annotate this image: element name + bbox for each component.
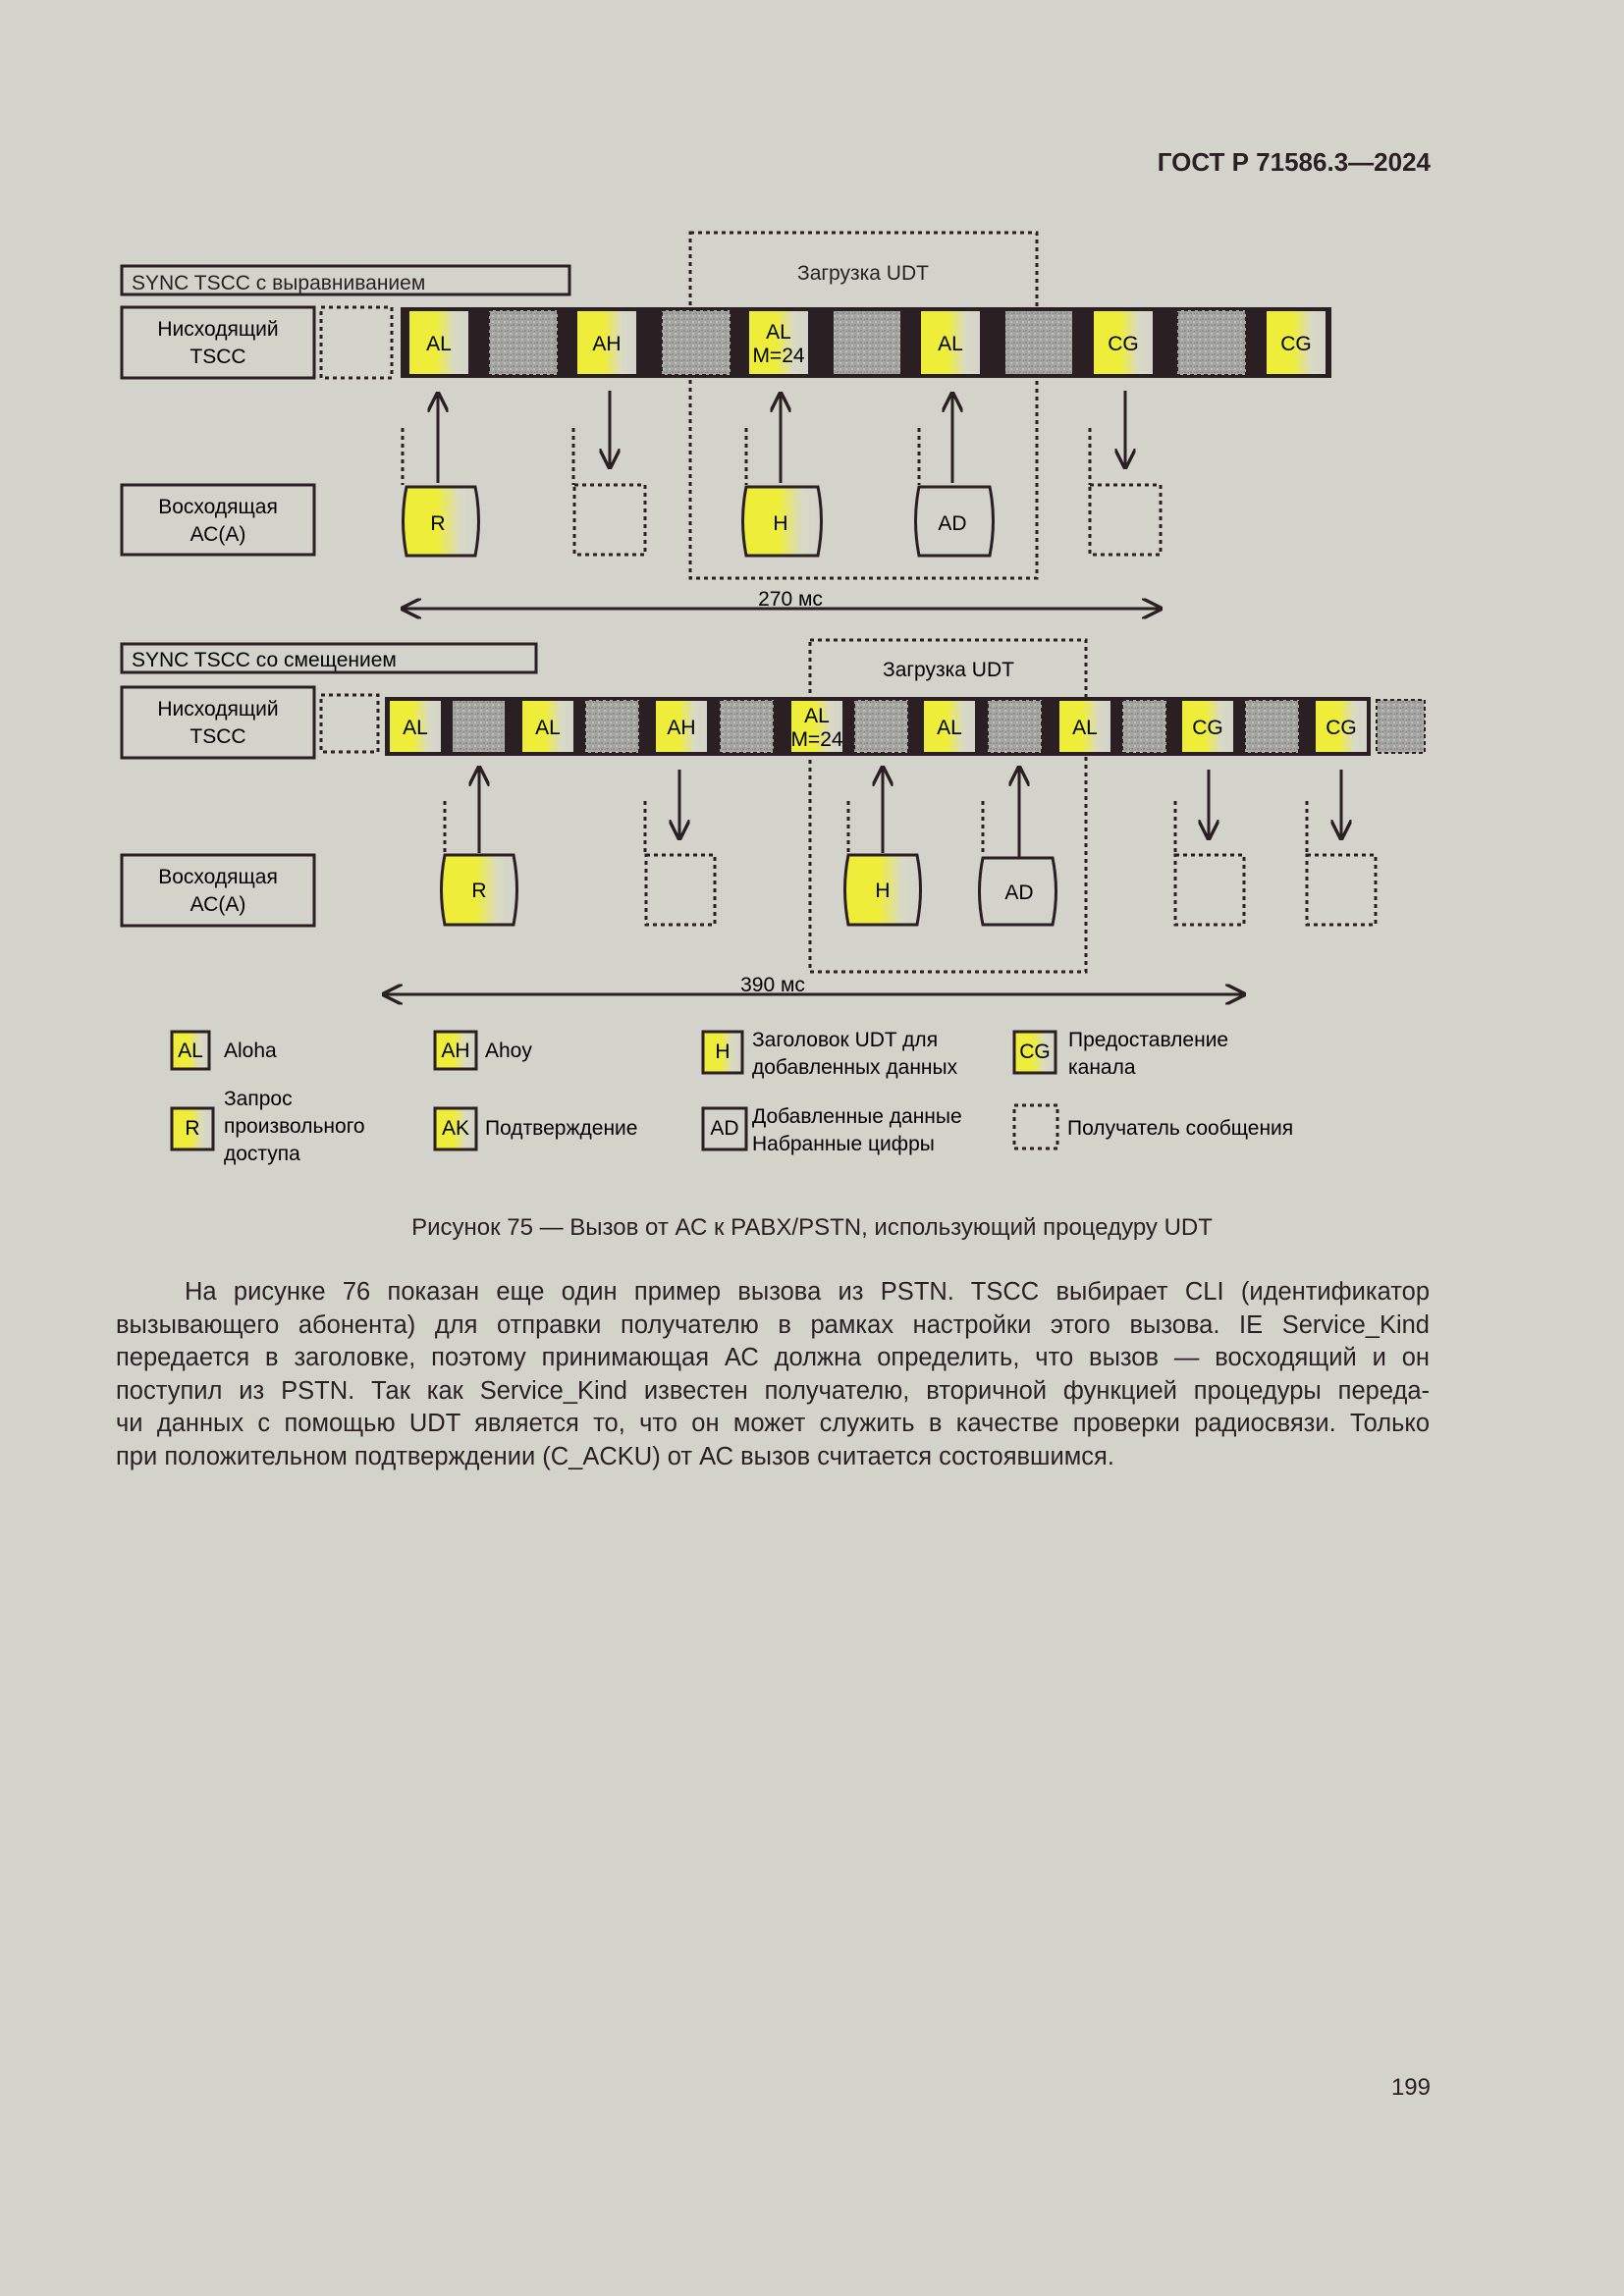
- legend-aloha: [172, 1032, 277, 1069]
- tscc-slot: [576, 310, 637, 375]
- slot-label: AL: [804, 705, 830, 727]
- paragraph-line: вызывающего абонента) для отправки получателю в рамках настройки этого вызова. IE Service_Kind: [116, 1310, 1430, 1339]
- diagram2-udt-label: Загрузка UDT: [883, 659, 1014, 681]
- svg-text:Предоставление: Предоставление: [1068, 1029, 1229, 1051]
- slot-label: AL: [1072, 717, 1098, 739]
- tscc-slot: [408, 310, 469, 375]
- slot-label: AL: [766, 321, 791, 344]
- diagram1-uplink-label-2: АС(А): [189, 523, 246, 546]
- diagram2-downlink-label-2: TSCC: [189, 725, 246, 748]
- diagram-offset: [122, 640, 1425, 996]
- random-access-slot: [1245, 700, 1299, 753]
- paragraph-line: На рисунке 76 показан еще один пример вызова из PSTN. TSCC выбирает CLI (идентификатор: [185, 1278, 1430, 1306]
- legend-message-recipient: [1014, 1105, 1293, 1148]
- legend-acknowledgement: [435, 1108, 637, 1149]
- diagram1-empty-slot: [321, 307, 392, 378]
- random-access-slot: [1122, 700, 1166, 753]
- tscc-slot: [790, 700, 843, 753]
- tscc-slot: [521, 700, 574, 753]
- diagram2-uplink-h: [845, 855, 921, 925]
- diagram2-uplink-r-label: R: [471, 880, 487, 902]
- slot-label: AL: [426, 333, 452, 355]
- svg-text:AD: AD: [710, 1117, 739, 1140]
- legend-ahoy: [435, 1032, 532, 1069]
- diagram2-recipient-box: [1175, 855, 1244, 925]
- diagram2-downlink-label-1: Нисходящий: [157, 698, 279, 721]
- diagram1-uplink-ad-label: AD: [938, 512, 967, 535]
- tscc-slot: [748, 310, 809, 375]
- svg-text:R: R: [185, 1117, 200, 1140]
- svg-text:Набранные цифры: Набранные цифры: [752, 1133, 935, 1155]
- svg-text:Подтверждение: Подтверждение: [485, 1117, 638, 1140]
- diagram2-uplink-ad-label: AD: [1004, 881, 1034, 904]
- tscc-slot: [389, 700, 442, 753]
- paragraph-line: поступил из PSTN. Так как Service_Kind известен получателю, вторичной функцией процедуры переда-: [116, 1376, 1430, 1405]
- random-access-slot: [854, 700, 908, 753]
- slot-label: CG: [1326, 717, 1357, 739]
- paragraph-line: при положительном подтверждении (C_ACKU) от АС вызов считается состоявшимся.: [116, 1442, 1114, 1470]
- svg-text:доступа: доступа: [224, 1143, 300, 1165]
- diagram1-recipient-box: [1090, 485, 1161, 555]
- diagram1-tscc-strip: [401, 307, 1331, 378]
- slot-sublabel: M=24: [790, 728, 843, 751]
- tscc-slot: [1058, 700, 1111, 753]
- random-access-slot: [489, 310, 558, 375]
- diagram2-uplink-h-label: H: [875, 880, 891, 902]
- legend-random-access: [172, 1088, 365, 1165]
- diagram1-uplink-r: [404, 487, 479, 556]
- diagram2-uplink-r: [442, 855, 517, 925]
- svg-text:AH: AH: [441, 1040, 470, 1062]
- svg-text:Заголовок UDT для: Заголовок UDT для: [752, 1029, 939, 1051]
- legend: [172, 1029, 1293, 1165]
- svg-text:Ahoy: Ahoy: [485, 1040, 532, 1062]
- random-access-slot: [720, 700, 774, 753]
- diagram1-uplink-h: [743, 487, 822, 556]
- diagram1-uplink-r-label: R: [430, 512, 446, 535]
- slot-label: AL: [937, 717, 962, 739]
- slot-label: AL: [535, 717, 561, 739]
- diagram-aligned: [122, 233, 1331, 611]
- svg-text:канала: канала: [1068, 1056, 1136, 1079]
- paragraph-line: передается в заголовке, поэтому принимающая АС должна определить, что вызов — восходящий и он: [116, 1344, 1430, 1371]
- diagram1-uplink-h-label: H: [773, 512, 788, 535]
- diagram2-uplink-label-1: Восходящая: [158, 866, 278, 888]
- diagram1-uplink-ad: [916, 487, 994, 556]
- diagram2-uplink-label-2: АС(А): [189, 893, 246, 916]
- page-number: 199: [1390, 2074, 1431, 2101]
- svg-text:AL: AL: [178, 1040, 203, 1062]
- svg-text:произвольного: произвольного: [224, 1115, 365, 1138]
- diagram1-downlink-label-2: TSCC: [189, 346, 246, 368]
- random-access-slot: [585, 700, 639, 753]
- random-access-slot: [1177, 310, 1246, 375]
- tscc-slot: [1093, 310, 1154, 375]
- tscc-slot: [1266, 310, 1326, 375]
- diagram2-uplink-ad: [980, 858, 1056, 925]
- svg-text:добавленных данных: добавленных данных: [752, 1056, 958, 1079]
- slot-label: AL: [403, 717, 428, 739]
- slot-label: CG: [1108, 333, 1139, 355]
- random-access-slot: [833, 310, 901, 375]
- tscc-slot: [655, 700, 708, 753]
- slot-label: AH: [592, 333, 622, 355]
- legend-channel-grant: [1014, 1029, 1228, 1079]
- slot-label: CG: [1192, 717, 1223, 739]
- diagram2-recipient-box: [646, 855, 715, 925]
- random-access-slot: [1377, 700, 1425, 753]
- tscc-slot: [1315, 700, 1368, 753]
- slot-sublabel: M=24: [752, 345, 805, 367]
- svg-text:Aloha: Aloha: [224, 1040, 277, 1062]
- document-code: ГОСТ Р 71586.3—2024: [1157, 147, 1431, 177]
- diagram1-recipient-box: [574, 485, 645, 555]
- slot-label: AL: [938, 333, 963, 355]
- svg-text:Запрос: Запрос: [224, 1088, 293, 1110]
- svg-text:AK: AK: [441, 1117, 470, 1140]
- svg-text:CG: CG: [1019, 1041, 1051, 1063]
- diagram2-tscc-strip: [385, 697, 1425, 756]
- tscc-slot: [1181, 700, 1234, 753]
- body-paragraph: [116, 1276, 1430, 1473]
- svg-text:H: H: [715, 1041, 731, 1063]
- diagram1-span-label: 270 мс: [758, 588, 823, 611]
- svg-text:Получатель сообщения: Получатель сообщения: [1067, 1117, 1294, 1140]
- random-access-slot: [1004, 310, 1073, 375]
- legend-appended-data: [703, 1105, 962, 1155]
- diagram1-title: SYNC TSCC с выравниванием: [132, 272, 426, 294]
- random-access-slot: [452, 700, 506, 753]
- diagram1-downlink-label-1: Нисходящий: [157, 318, 279, 341]
- svg-text:Добавленные данные: Добавленные данные: [752, 1105, 962, 1128]
- tscc-slot: [923, 700, 976, 753]
- diagram2-span-label: 390 мс: [740, 974, 805, 996]
- slot-label: CG: [1280, 333, 1312, 355]
- diagram1-uplink-label-1: Восходящая: [158, 496, 278, 518]
- random-access-slot: [662, 310, 731, 375]
- legend-udt-header: [703, 1029, 958, 1079]
- diagram2-recipient-box: [1307, 855, 1376, 925]
- figure-caption: Рисунок 75 — Вызов от АС к PABX/PSTN, использующий процедуру UDT: [411, 1214, 1213, 1241]
- diagram1-udt-label: Загрузка UDT: [797, 262, 929, 285]
- random-access-slot: [988, 700, 1042, 753]
- diagram2-empty-slot: [321, 695, 378, 752]
- slot-label: AH: [667, 717, 696, 739]
- diagram2-title: SYNC TSCC со смещением: [132, 649, 397, 671]
- tscc-slot: [920, 310, 981, 375]
- paragraph-line: чи данных с помощью UDT является то, что он может служить в качестве проверки радиосвязи. Только: [116, 1410, 1430, 1437]
